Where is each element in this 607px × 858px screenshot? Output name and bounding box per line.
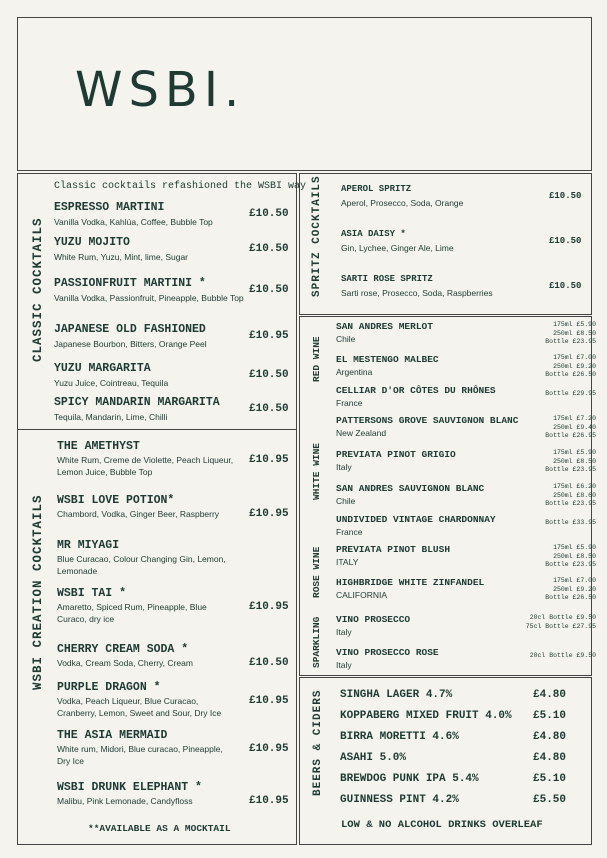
wine-price-line: 75cl Bottle £27.95 xyxy=(525,622,596,630)
cocktail-description: Vanilla Vodka, Passionfruit, Pineapple, Bubble Top xyxy=(54,293,244,303)
cocktail-name: JAPANESE OLD FASHIONED xyxy=(54,323,206,336)
wine-price-line: 20cl Bottle £9.50 xyxy=(529,614,596,621)
wine-price-line: Bottle £29.95 xyxy=(545,390,596,397)
wine-price-line: 250ml £9.40 xyxy=(553,423,596,431)
cocktail-price: £10.95 xyxy=(249,508,289,520)
wine-name: VINO PROSECCO ROSE xyxy=(336,647,439,658)
cocktail-name: THE AMETHYST xyxy=(57,440,140,453)
wine-price-line: Bottle £23.95 xyxy=(545,500,596,507)
wine-price-line: 250ml £8.50 xyxy=(553,329,596,337)
wine-price-line: Bottle £26.50 xyxy=(545,371,596,378)
cocktail-description: Japanese Bourbon, Bitters, Orange Peel xyxy=(54,339,207,349)
wine-name: PREVIATA PINOT GRIGIO xyxy=(336,449,456,460)
wine-price-line: Bottle £26.95 xyxy=(545,432,596,439)
cocktail-price: £10.50 xyxy=(249,284,289,296)
wine-prices xyxy=(530,652,596,661)
cocktail-description: White Rum, Yuzu, Mint, lime, Sugar xyxy=(54,252,189,262)
cocktail-description: Yuzu Juice, Cointreau, Tequila xyxy=(54,378,169,388)
cocktail-price: £10.50 xyxy=(249,208,289,220)
wine-prices xyxy=(545,321,596,347)
classic-cocktails-label: CLASSIC COCKTAILS xyxy=(31,217,45,362)
white-wine-label: WHITE WINE xyxy=(311,442,322,500)
spritz-name: APEROL SPRITZ xyxy=(341,184,412,194)
cocktail-name: WSBI DRUNK ELEPHANT * xyxy=(57,781,202,794)
cocktail-price: £10.95 xyxy=(249,695,289,707)
cocktail-description: Vodka, Cream Soda, Cherry, Cream xyxy=(57,658,193,668)
spritz-description: Gin, Lychee, Ginger Ale, Lime xyxy=(341,243,454,253)
cocktail-description: Chambord, Vodka, Ginger Beer, Raspberry xyxy=(57,509,220,519)
wine-origin: Argentina xyxy=(336,367,373,377)
wine-name: SAN ANDRES SAUVIGNON BLANC xyxy=(336,483,485,494)
cocktail-name: MR MIYAGI xyxy=(57,539,120,552)
left-divider xyxy=(17,429,296,430)
beer-price: £5.50 xyxy=(533,794,567,806)
cocktail-price: £10.95 xyxy=(249,795,289,807)
red-wine-label: RED WINE xyxy=(311,336,322,382)
wine-origin: CALIFORNIA xyxy=(336,590,388,600)
wine-name: VINO PROSECCO xyxy=(336,614,411,625)
beer-name: BREWDOG PUNK IPA 5.4% xyxy=(340,773,479,785)
cocktail-description: White rum, Midori, Blue curacao, Pineapple, Dry Ice xyxy=(57,744,223,766)
wine-prices xyxy=(545,415,596,441)
wine-price-line: 250ml £9.20 xyxy=(553,585,596,593)
cocktail-description: Amaretto, Spiced Rum, Pineapple, Blue Curaco, dry ice xyxy=(57,602,207,624)
wine-origin: New Zealand xyxy=(336,428,387,438)
wine-price-line: 175ml £5.90 xyxy=(553,449,596,456)
wine-price-line: 175ml £5.90 xyxy=(553,321,596,328)
cocktail-price: £10.95 xyxy=(249,454,289,466)
wine-origin: Chile xyxy=(336,334,356,344)
wine-price-line: 175ml £6.20 xyxy=(553,483,596,490)
spritz-price: £10.50 xyxy=(549,281,582,291)
classic-intro: Classic cocktails refashioned the WSBI way xyxy=(54,181,307,192)
cocktail-name: PURPLE DRAGON * xyxy=(57,681,161,694)
beer-name: SINGHA LAGER 4.7% xyxy=(340,689,453,701)
wine-prices xyxy=(545,544,596,570)
wine-price-line: 175ml £7.20 xyxy=(553,415,596,422)
cocktail-description: White Rum, Creme de Violette, Peach Liqueur, Lemon Juice, Bubble Top xyxy=(57,455,234,477)
cocktail-name: WSBI TAI * xyxy=(57,587,127,600)
wine-price-line: Bottle £23.95 xyxy=(545,338,596,345)
wine-price-line: 250ml £9.20 xyxy=(553,362,596,370)
wine-price-line: 175ml £7.00 xyxy=(553,577,596,584)
wine-price-line: Bottle £23.95 xyxy=(545,561,596,568)
wine-origin: Italy xyxy=(336,462,352,472)
beer-price: £4.80 xyxy=(533,731,567,743)
beer-price: £5.10 xyxy=(533,710,567,722)
wine-price-line: 250ml £8.60 xyxy=(553,491,596,499)
wine-origin: ITALY xyxy=(336,557,359,567)
cocktail-price: £10.50 xyxy=(249,243,289,255)
spritz-description: Sarti rose, Prosecco, Soda, Raspberries xyxy=(341,288,493,298)
wine-prices xyxy=(545,449,596,475)
wine-price-line: 20cl Bottle £9.50 xyxy=(529,652,596,659)
wine-price-line: 250ml £8.50 xyxy=(553,552,596,560)
cocktail-description: Vanilla Vodka, Kahlúa, Coffee, Bubble Top xyxy=(54,217,213,227)
cocktail-price: £10.95 xyxy=(249,743,289,755)
wine-prices xyxy=(545,354,596,380)
wine-origin: France xyxy=(336,527,363,537)
beer-price: £4.80 xyxy=(533,752,567,764)
wine-name: CELLIAR D'OR CÔTES DU RHÔNES xyxy=(336,385,496,396)
beer-price: £5.10 xyxy=(533,773,567,785)
beer-name: BIRRA MORETTI 4.6% xyxy=(340,731,459,743)
wine-price-line: 250ml £8.50 xyxy=(553,457,596,465)
wine-prices xyxy=(545,519,596,528)
low-alcohol-note: LOW & NO ALCOHOL DRINKS OVERLEAF xyxy=(341,819,543,831)
wine-price-line: 175ml £7.00 xyxy=(553,354,596,361)
cocktail-name: YUZU MOJITO xyxy=(54,236,130,249)
wine-name: EL MESTENGO MALBEC xyxy=(336,354,439,365)
beer-price: £4.80 xyxy=(533,689,567,701)
spritz-description: Aperol, Prosecco, Soda, Orange xyxy=(341,198,464,208)
wine-name: SAN ANDRES MERLOT xyxy=(336,321,433,332)
wine-price-line: Bottle £33.95 xyxy=(545,519,596,526)
cocktail-name: PASSIONFRUIT MARTINI * xyxy=(54,277,206,290)
brand-logo: WSBI. xyxy=(75,62,246,118)
wine-prices xyxy=(526,614,596,631)
cocktail-price: £10.50 xyxy=(249,403,289,415)
sparkling-label: SPARKLING xyxy=(311,616,322,668)
wine-origin: Italy xyxy=(336,660,352,670)
wine-price-line: 175ml £5.90 xyxy=(553,544,596,551)
wine-origin: Chile xyxy=(336,496,356,506)
spritz-price: £10.50 xyxy=(549,191,582,201)
cocktail-name: WSBI LOVE POTION* xyxy=(57,494,175,507)
spritz-name: ASIA DAISY * xyxy=(341,229,406,239)
wine-prices xyxy=(545,483,596,509)
cocktail-description: Malibu, Pink Lemonade, Candyfloss xyxy=(57,796,193,806)
mocktail-footnote: **AVAILABLE AS A MOCKTAIL xyxy=(88,823,231,834)
cocktail-description: Tequila, Mandarin, Lime, Chilli xyxy=(54,412,168,422)
cocktail-price: £10.95 xyxy=(249,330,289,342)
spritz-price: £10.50 xyxy=(549,236,582,246)
rose-wine-label: ROSE WINE xyxy=(311,546,322,598)
creation-cocktails-label: WSBI CREATION COCKTAILS xyxy=(31,494,45,690)
wine-prices xyxy=(545,577,596,603)
cocktail-name: SPICY MANDARIN MARGARITA xyxy=(54,396,220,409)
wine-name: PREVIATA PINOT BLUSH xyxy=(336,544,451,555)
cocktail-price: £10.50 xyxy=(249,369,289,381)
cocktail-name: YUZU MARGARITA xyxy=(54,362,151,375)
wine-price-line: Bottle £26.50 xyxy=(545,594,596,601)
cocktail-price: £10.50 xyxy=(249,657,289,669)
cocktail-name: ESPRESSO MARTINI xyxy=(54,201,165,214)
spritz-name: SARTI ROSE SPRITZ xyxy=(341,274,433,284)
wine-name: PATTERSONS GROVE SAUVIGNON BLANC xyxy=(336,415,519,426)
wine-price-line: Bottle £23.95 xyxy=(545,466,596,473)
wine-prices xyxy=(545,390,596,399)
cocktail-name: CHERRY CREAM SODA * xyxy=(57,643,189,656)
beers-ciders-label: BEERS & CIDERS xyxy=(312,689,324,796)
cocktail-price: £10.95 xyxy=(249,601,289,613)
wine-name: UNDIVIDED VINTAGE CHARDONNAY xyxy=(336,514,496,525)
cocktail-description: Vodka, Peach Liqueur, Blue Curacao, Cranberry, Lemon, Sweet and Sour, Dry Ice xyxy=(57,696,222,718)
wine-origin: Italy xyxy=(336,627,352,637)
cocktail-description: Blue Curacao, Colour Changing Gin, Lemon, Lemonade xyxy=(57,554,226,576)
cocktail-name: THE ASIA MERMAID xyxy=(57,729,168,742)
wine-origin: France xyxy=(336,398,363,408)
spritz-cocktails-label: SPRITZ COCKTAILS xyxy=(311,175,323,297)
beer-name: ASAHI 5.0% xyxy=(340,752,407,764)
beer-name: KOPPABERG MIXED FRUIT 4.0% xyxy=(340,710,512,722)
wine-name: HIGHBRIDGE WHITE ZINFANDEL xyxy=(336,577,485,588)
beer-name: GUINNESS PINT 4.2% xyxy=(340,794,459,806)
